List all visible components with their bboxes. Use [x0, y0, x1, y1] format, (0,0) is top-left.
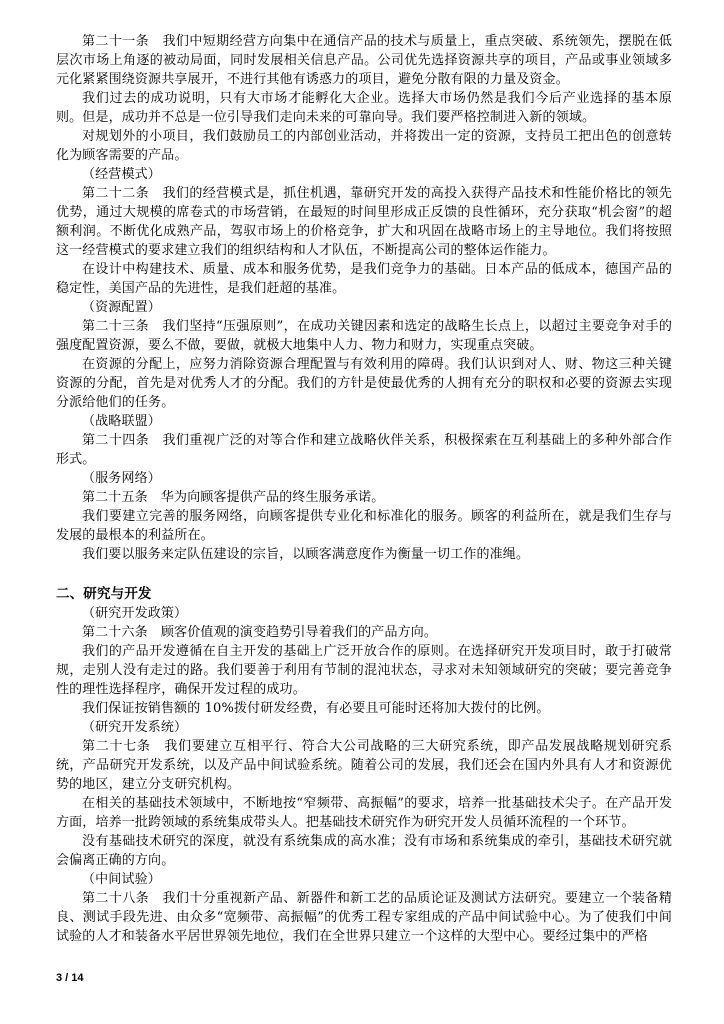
- subsection-label: （研究开发系统）: [82, 720, 188, 735]
- subsection-label: （经营模式）: [82, 167, 161, 182]
- paragraph: 第二十八条 我们十分重视新产品、新器件和新工艺的品质论证及测试方法研究。要建立一个装备精良、测试手段先进、由众多“宽频带、高振幅”的优秀工程专家组成的产品中间试验中心。为了使我们中间试验的人才和装备水平居世界领先地位，我们在全世界只建立一个这样的大型中心。要经过集中的严格: [56, 891, 672, 944]
- paragraph: 在相关的基础技术领域中，不断地按“窄频带、高振幅”的要求，培养一批基础技术尖子。在产品开发方面，培养一批跨领域的系统集成带头人。把基础技术研究作为研究开发人员循环流程的一个环节。: [56, 796, 672, 830]
- subsection-label: （服务网络）: [82, 471, 161, 486]
- subsection-label: （资源配置）: [82, 300, 161, 315]
- paragraph: 我们的产品开发遵循在自主开发的基础上广泛开放合作的原则。在选择研究开发项目时，敢于打破常规，走别人没有走过的路。我们要善于利用有节制的混沌状态，寻求对未知领域研究的突破；要完善竞争性的理性选择程序，确保开发过程的成功。: [56, 644, 672, 697]
- paragraph: 第二十二条 我们的经营模式是，抓住机遇，靠研究开发的高投入获得产品技术和性能价格比的领先优势，通过大规模的席卷式的市场营销，在最短的时间里形成正反馈的良性循环，充分获取“机会窗”的超额利润。不断优化成熟产品，驾驭市场上的价格竞争，扩大和巩固在战略市场上的主导地位。我们将按照这一经营模式的要求建立我们的组织结构和人才队伍，不断提高公司的整体运作能力。: [56, 186, 672, 258]
- paragraph: 我们要建立完善的服务网络，向顾客提供专业化和标准化的服务。顾客的利益所在，就是我们生存与发展的最根本的利益所在。: [56, 509, 672, 543]
- paragraph: 第二十六条 顾客价值观的演变趋势引导着我们的产品方向。: [82, 625, 438, 640]
- paragraph: 我们保证按销售额的 10%拨付研发经费，有必要且可能时还将加大拨付的比例。: [82, 701, 550, 716]
- paragraph: 对规划外的小项目，我们鼓励员工的内部创业活动，并将拨出一定的资源，支持员工把出色的创意转化为顾客需要的产品。: [56, 129, 672, 163]
- paragraph: 我们过去的成功说明，只有大市场才能孵化大企业。选择大市场仍然是我们今后产业选择的基本原则。但是，成功并不总是一位引导我们走向未来的可靠向导。我们要严格控制进入新的领域。: [56, 91, 672, 125]
- paragraph: 没有基础技术研究的深度，就没有系统集成的高水准；没有市场和系统集成的牵引，基础技术研究就会偏离正确的方向。: [56, 834, 672, 868]
- section-heading: 二、研究与开发: [56, 586, 152, 602]
- page-number: 3 / 14: [56, 972, 84, 984]
- paragraph: 第二十一条 我们中短期经营方向集中在通信产品的技术与质量上，重点突破、系统领先，摆脱在低层次市场上角逐的被动局面，同时发展相关信息产品。公司优先选择资源共享的项目，产品或事业领域多元化紧紧围绕资源共享展开，不进行其他有诱惑力的项目，避免分散有限的力量及资金。: [56, 34, 672, 87]
- paragraph: 在资源的分配上，应努力消除资源合理配置与有效利用的障碍。我们认识到对人、财、物这三种关键资源的分配，首先是对优秀人才的分配。我们的方针是使最优秀的人拥有充分的职权和必要的资源去实现分派给他们的任务。: [56, 357, 672, 410]
- paragraph: 第二十四条 我们重视广泛的对等合作和建立战略伙伴关系，积极探索在互利基础上的多种外部合作形式。: [56, 433, 672, 467]
- document-page: [56, 32, 672, 946]
- paragraph: 第二十三条 我们坚持“压强原则”，在成功关键因素和选定的战略生长点上，以超过主要竞争对手的强度配置资源，要么不做，要做，就极大地集中人力、物力和财力，实现重点突破。: [56, 319, 672, 353]
- paragraph: 第二十五条 华为向顾客提供产品的终生服务承诺。: [82, 490, 385, 505]
- subsection-label: （研究开发政策）: [82, 606, 188, 621]
- paragraph: 第二十七条 我们要建立互相平行、符合大公司战略的三大研究系统，即产品发展战略规划研究系统，产品研究开发系统，以及产品中间试验系统。随着公司的发展，我们还会在国内外具有人才和资源优势的地区，建立分支研究机构。: [56, 739, 672, 792]
- subsection-label: （战略联盟）: [82, 414, 161, 429]
- subsection-label: （中间试验）: [82, 872, 161, 887]
- paragraph: 我们要以服务来定队伍建设的宗旨，以顾客满意度作为衡量一切工作的准绳。: [82, 547, 530, 562]
- paragraph: 在设计中构建技术、质量、成本和服务优势，是我们竞争力的基础。日本产品的低成本，德国产品的稳定性，美国产品的先进性，是我们赶超的基准。: [56, 262, 672, 296]
